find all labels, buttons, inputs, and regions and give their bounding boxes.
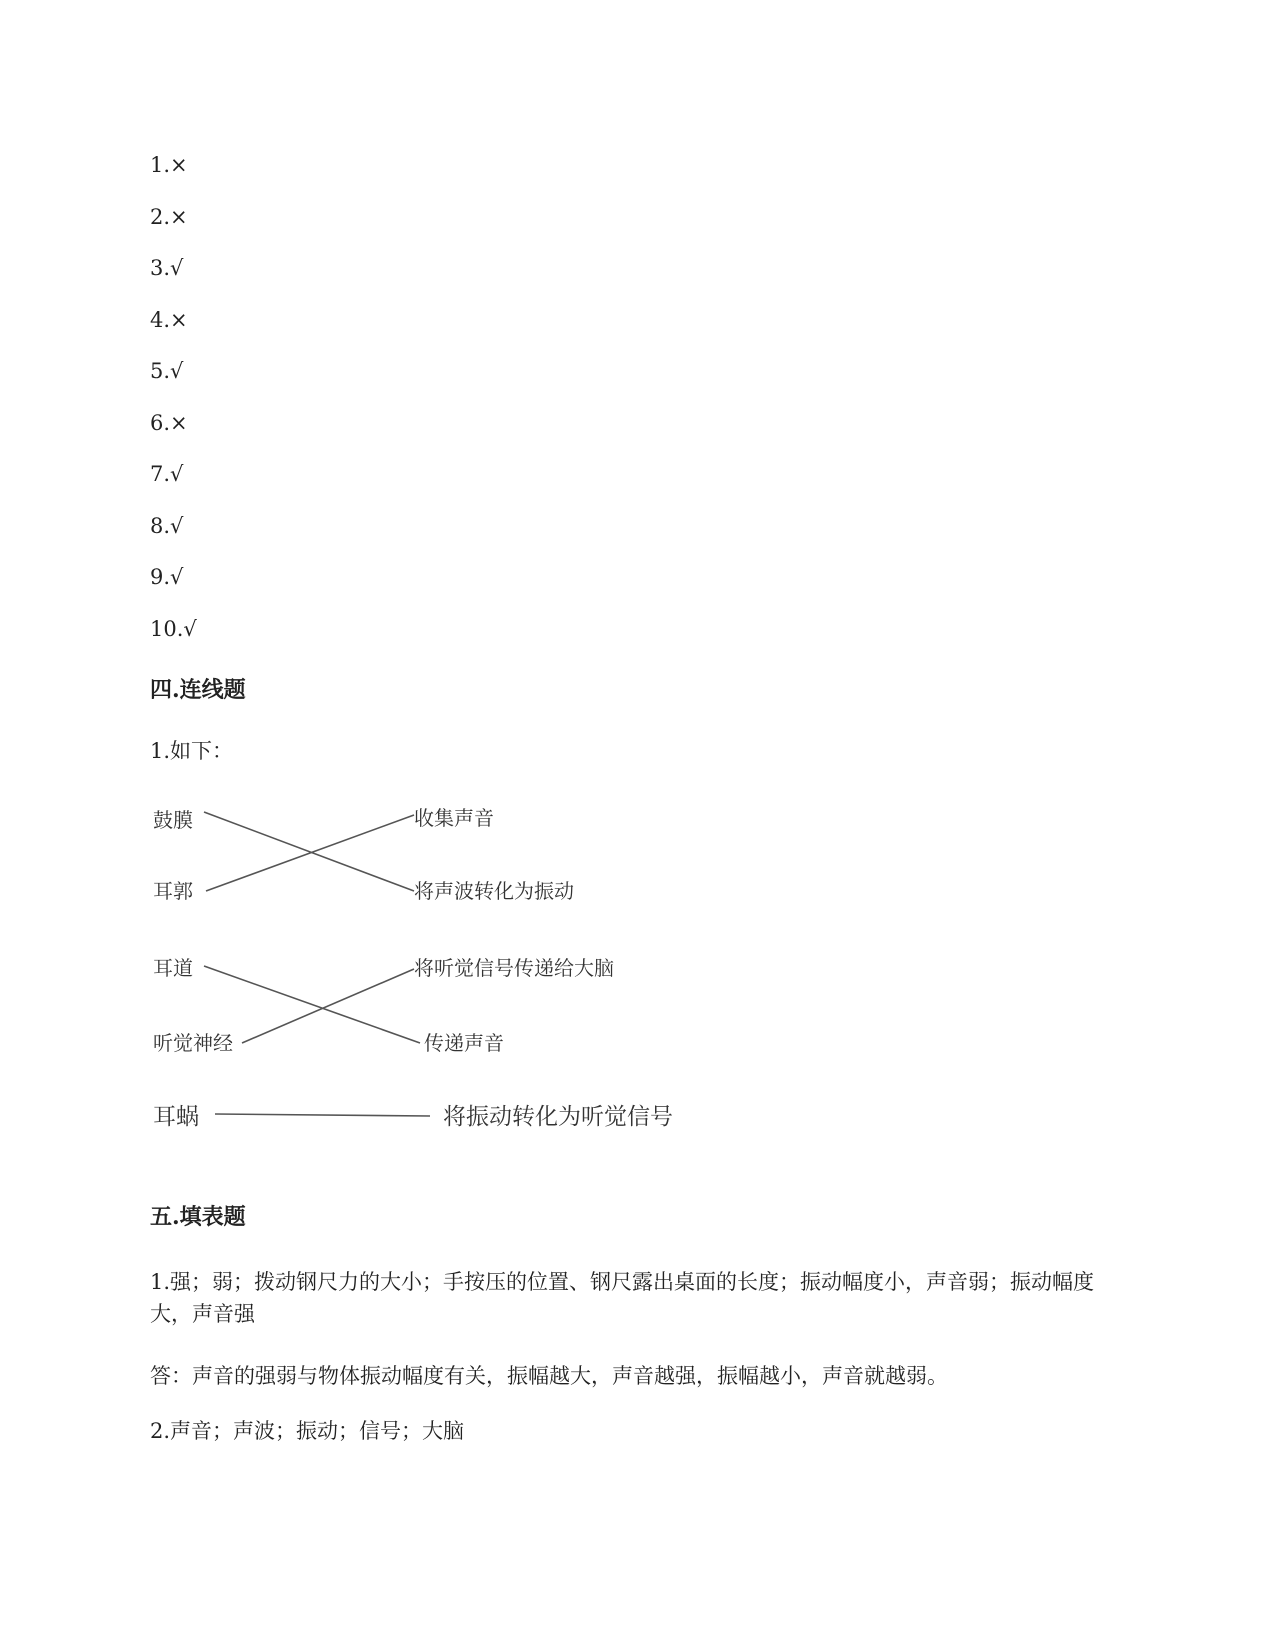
answer-3: 3.√: [150, 256, 184, 280]
right-label-signal-to-brain: 将听觉信号传递给大脑: [414, 956, 614, 980]
section4-heading: 四.连线题: [150, 677, 246, 703]
link-cochlea-signal: [215, 1114, 430, 1116]
section4-item1: 1.如下：: [150, 739, 234, 763]
left-label-auditory-nerve: 听觉神经: [153, 1031, 233, 1055]
left-label-cochlea: 耳蜗: [153, 1104, 199, 1130]
right-label-sound-to-vibration: 将声波转化为振动: [414, 879, 574, 903]
answer-6: 6.×: [150, 411, 188, 435]
right-label-transmit-sound: 传递声音: [424, 1031, 504, 1055]
answer-2: 2.×: [150, 205, 188, 229]
answer-9: 9.√: [150, 565, 184, 589]
section5-answer1: 答：声音的强弱与物体振动幅度有关，振幅越大，声音越强，振幅越小，声音就越弱。: [150, 1364, 948, 1388]
section5-item1: 1.强；弱；拨动钢尺力的大小；手按压的位置、钢尺露出桌面的长度；振动幅度小，声音弱；振动幅度大，声音强: [150, 1270, 1095, 1326]
section5-heading: 五.填表题: [150, 1204, 246, 1230]
answer-7: 7.√: [150, 462, 184, 486]
link-canal-transmit: [204, 966, 420, 1043]
left-label-eardrum: 鼓膜: [153, 808, 193, 832]
answer-10: 10.√: [150, 617, 197, 641]
left-label-auricle: 耳郭: [153, 879, 193, 903]
answer-5: 5.√: [150, 359, 184, 383]
right-label-collect-sound: 收集声音: [414, 806, 494, 830]
section5-item2: 2.声音；声波；振动；信号；大脑: [150, 1419, 465, 1443]
answer-8: 8.√: [150, 514, 184, 538]
answer-4: 4.×: [150, 308, 188, 332]
right-label-vibration-to-signal: 将振动转化为听觉信号: [443, 1104, 673, 1130]
left-label-ear-canal: 耳道: [153, 956, 193, 980]
answer-1: 1.×: [150, 153, 188, 177]
link-eardrum-vibration: [204, 812, 414, 891]
